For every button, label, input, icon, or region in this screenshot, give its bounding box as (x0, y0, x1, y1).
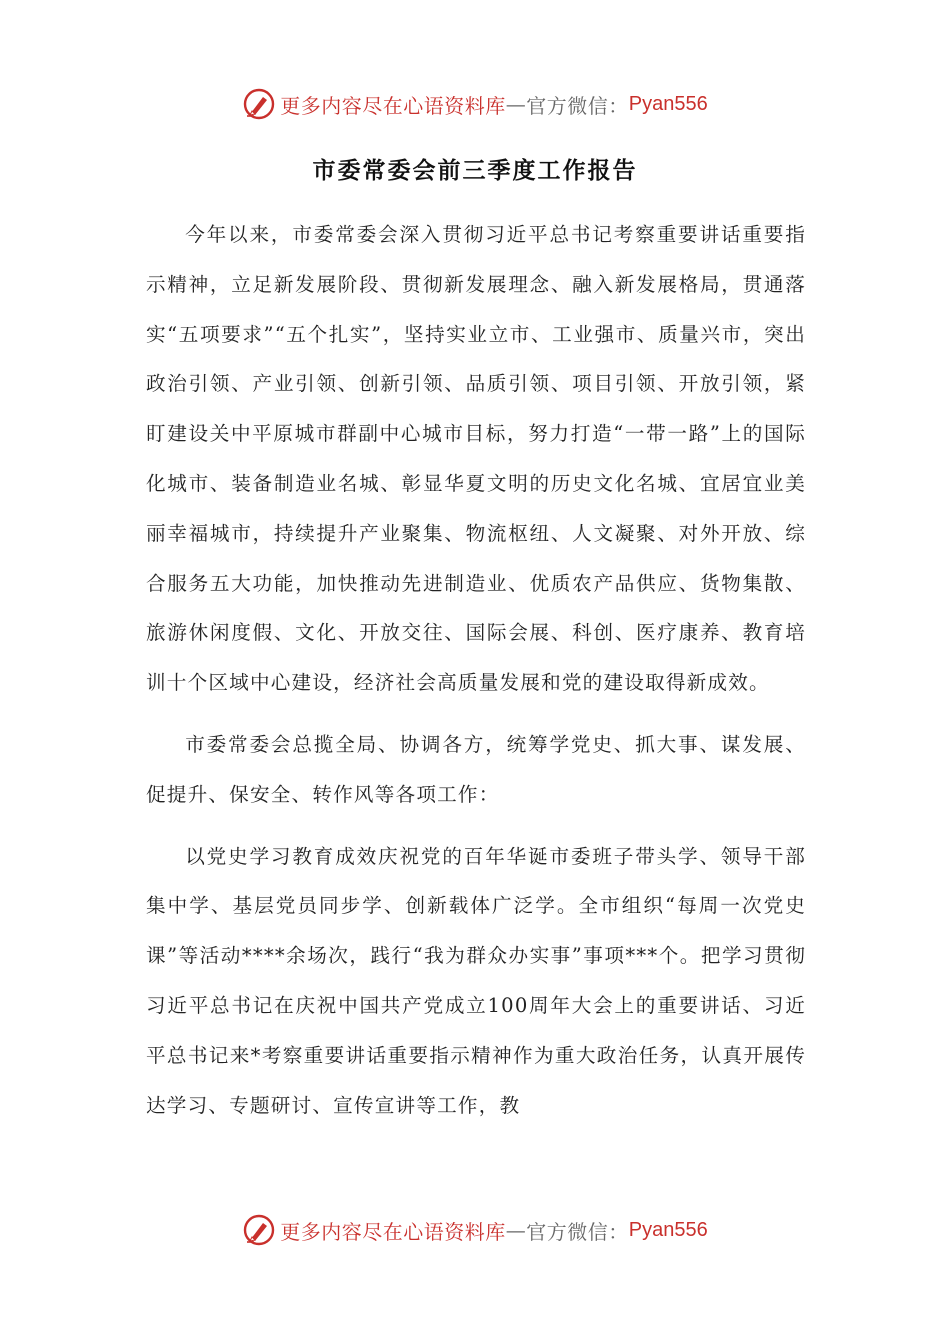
banner-dash: — (505, 1218, 527, 1242)
banner-wechat-id: Pyan556 (628, 92, 708, 115)
banner-prefix: 更多内容尽在心语资料库 (280, 93, 506, 118)
paragraph-1: 今年以来，市委常委会深入贯彻习近平总书记考察重要讲话重要指示精神，立足新发展阶段、贯彻新发展理念、融入新发展格局，贯通落实“五项要求”“五个扎实”，坚持实业立市、工业强市、质量兴市，突出政治引领、产业引领、创新引领、品质引领、项目引领、开放引领，紧盯建设关中平原城市群副中心城市目标，努力打造“一带一路”上的国际化城市、装备制造业名城、彰显华夏文明的历史文化名城、宜居宜业美丽幸福城市，持续提升产业聚集、物流枢纽、人文凝聚、对外开放、综合服务五大功能，加快推动先进制造业、优质农产品供应、货物集散、旅游休闲度假、文化、开放交往、国际会展、科创、医疗康养、教育培训十个区域中心建设，经济社会高质量发展和党的建设取得新成效。 (146, 223, 806, 695)
paragraph-2: 市委常委会总揽全局、协调各方，统筹学党史、抓大事、谋发展、促提升、保安全、转作风等各项工作： (146, 732, 806, 806)
document-body (146, 210, 806, 1142)
banner-label: 官方微信： (526, 1219, 629, 1244)
header-banner (0, 84, 950, 124)
banner-wechat-id: Pyan556 (628, 1218, 708, 1241)
pen-nib-circle-icon (242, 87, 276, 121)
banner-prefix: 更多内容尽在心语资料库 (280, 1219, 506, 1244)
banner-label: 官方微信： (526, 93, 629, 118)
document-title: 市委常委会前三季度工作报告 (312, 158, 638, 184)
pen-nib-circle-icon (242, 1213, 276, 1247)
banner-dash: — (505, 92, 527, 116)
footer-banner (0, 1210, 950, 1250)
paragraph-3: 以党史学习教育成效庆祝党的百年华诞市委班子带头学、领导干部集中学、基层党员同步学、创新载体广泛学。全市组织“每周一次党史课”等活动****余场次，践行“我为群众办实事”事项***个。把学习贯彻习近平总书记在庆祝中国共产党成立100周年大会上的重要讲话、习近平总书记来*考察重要讲话重要指示精神作为重大政治任务，认真开展传达学习、专题研讨、宣传宣讲等工作，教 (146, 844, 806, 1117)
